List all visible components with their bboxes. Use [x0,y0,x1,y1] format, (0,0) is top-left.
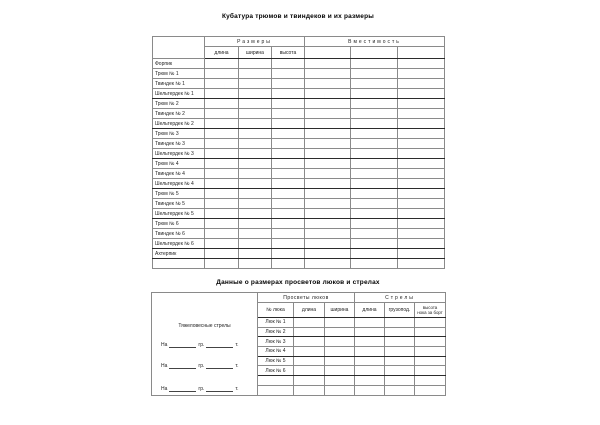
empty-cell [398,179,445,189]
empty-cell [415,376,446,386]
empty-cell [272,89,305,99]
empty-cell [272,179,305,189]
capacity-subcell [305,47,351,59]
empty-cell [355,385,385,395]
empty-cell [272,219,305,229]
empty-cell [355,347,385,357]
empty-cell [205,109,239,119]
empty-cell [385,337,415,347]
hatch-label [258,385,294,395]
empty-cell [272,79,305,89]
hatch-label: Люк № 4 [258,347,294,357]
empty-cell [415,318,446,328]
empty-cell [239,69,272,79]
empty-cell [415,356,446,366]
length-header: длина [205,47,239,59]
empty-cell [351,79,398,89]
empty-cell [351,229,398,239]
empty-cell [272,119,305,129]
empty-cell [398,259,445,269]
empty-cell [205,129,239,139]
table-row [153,209,445,219]
dimensions-group-header: Размеры [205,37,305,47]
empty-cell [351,209,398,219]
empty-cell [239,189,272,199]
empty-cell [205,209,239,219]
empty-cell [272,149,305,159]
hatches-derricks-table [151,292,446,396]
hatch-openings-group-header: Просветы люков [258,293,355,303]
empty-cell [294,347,325,357]
empty-cell [351,59,398,69]
empty-cell [239,229,272,239]
empty-cell [355,318,385,328]
empty-cell [294,366,325,376]
table-row [153,249,445,259]
fill-in-line: На гр. т. [161,363,239,369]
empty-cell [239,249,272,259]
empty-cell [398,189,445,199]
empty-cell [239,199,272,209]
empty-cell [351,119,398,129]
row-label: Твиндек № 4 [153,169,205,179]
empty-cell [351,89,398,99]
empty-cell [205,149,239,159]
hatch-length-header: длина [294,303,325,318]
empty-cell [305,179,351,189]
empty-cell [305,129,351,139]
empty-cell [239,99,272,109]
empty-cell [305,69,351,79]
empty-cell [351,159,398,169]
empty-cell [205,219,239,229]
empty-cell [325,318,355,328]
empty-cell [325,337,355,347]
table-row [153,139,445,149]
hatch-label: Люк № 6 [258,366,294,376]
fill-in-blank [169,342,196,348]
hatch-label [258,376,294,386]
empty-cell [205,79,239,89]
table-row [153,199,445,209]
empty-cell [355,356,385,366]
empty-cell [351,109,398,119]
empty-cell [325,327,355,337]
empty-cell [325,366,355,376]
empty-cell [351,69,398,79]
empty-cell [305,229,351,239]
table-row [153,99,445,109]
empty-cell [355,366,385,376]
empty-cell [272,189,305,199]
row-label: Трюм № 5 [153,189,205,199]
table-row [153,189,445,199]
hatch-label: Люк № 5 [258,356,294,366]
row-label: Ахтерпик [153,249,205,259]
empty-cell [385,347,415,357]
empty-cell [239,209,272,219]
empty-cell [398,119,445,129]
empty-cell [398,79,445,89]
row-label: Трюм № 2 [153,99,205,109]
empty-cell [305,79,351,89]
row-label: Твиндек № 2 [153,109,205,119]
empty-cell [415,327,446,337]
derrick-capacity-header: грузопод. [385,303,415,318]
empty-cell [305,59,351,69]
empty-cell [205,89,239,99]
empty-cell [351,249,398,259]
empty-cell [272,239,305,249]
empty-cell [355,337,385,347]
empty-cell [398,219,445,229]
table-row [153,219,445,229]
empty-cell [294,337,325,347]
empty-cell [398,209,445,219]
empty-cell [305,159,351,169]
empty-cell [239,89,272,99]
empty-cell [305,199,351,209]
empty-cell [272,249,305,259]
row-label: Шельтердек № 4 [153,179,205,189]
empty-cell [351,219,398,229]
empty-cell [239,129,272,139]
empty-cell [305,89,351,99]
empty-cell [305,219,351,229]
empty-cell [305,259,351,269]
fill-in-blank [169,386,196,392]
row-label: Форпик [153,59,205,69]
holds-cubature-table [152,36,445,269]
empty-cell [415,385,446,395]
empty-cell [398,129,445,139]
empty-cell [325,376,355,386]
fill-in-line: На гр. т. [161,342,239,348]
fill-in-blank [206,342,233,348]
empty-cell [305,169,351,179]
capacity-group-header: Вместимость [305,37,445,47]
table-row [153,59,445,69]
empty-cell [305,149,351,159]
row-label: Твиндек № 1 [153,79,205,89]
table-row [153,89,445,99]
empty-cell [205,249,239,259]
empty-cell [272,229,305,239]
empty-cell [398,69,445,79]
empty-cell [272,59,305,69]
empty-cell [305,109,351,119]
height-header: высота [272,47,305,59]
empty-cell [205,99,239,109]
empty-cell [351,139,398,149]
table-row [153,259,445,269]
empty-cell [239,219,272,229]
hatch-label: Люк № 3 [258,337,294,347]
empty-cell [294,327,325,337]
empty-cell [239,159,272,169]
empty-cell [398,239,445,249]
empty-cell [205,189,239,199]
empty-cell [351,99,398,109]
width-header: ширина [239,47,272,59]
empty-cell [239,169,272,179]
empty-cell [239,149,272,159]
empty-cell [415,347,446,357]
table-row [153,179,445,189]
empty-cell [398,99,445,109]
empty-cell [398,89,445,99]
capacity-subcell [351,47,398,59]
row-label: Трюм № 1 [153,69,205,79]
empty-cell [205,59,239,69]
hatch-no-header: № люка [258,303,294,318]
empty-cell [272,169,305,179]
table-row [153,119,445,129]
empty-cell [398,199,445,209]
empty-cell [305,119,351,129]
hatch-width-header: ширина [325,303,355,318]
empty-cell [351,179,398,189]
empty-cell [239,59,272,69]
table-row [153,109,445,119]
fill-in-line: На гр. т. [161,386,239,392]
empty-cell [205,179,239,189]
row-label [153,259,205,269]
row-label: Шельтердек № 6 [153,239,205,249]
derricks-stub-cell [152,293,258,396]
empty-cell [239,179,272,189]
empty-cell [239,259,272,269]
empty-cell [205,69,239,79]
empty-cell [272,99,305,109]
row-label: Твиндек № 6 [153,229,205,239]
empty-cell [351,129,398,139]
empty-cell [294,385,325,395]
empty-cell [415,366,446,376]
empty-cell [398,59,445,69]
holds-table-title: Кубатура трюмов и твиндеков и их размеры [221,13,375,20]
fill-in-blank [206,363,233,369]
empty-cell [239,79,272,89]
empty-cell [385,366,415,376]
empty-cell [239,239,272,249]
empty-cell [305,189,351,199]
empty-cell [272,109,305,119]
empty-cell [305,239,351,249]
row-label: Шельтердек № 1 [153,89,205,99]
empty-cell [398,109,445,119]
empty-cell [205,229,239,239]
fill-in-blank [169,363,196,369]
empty-cell [351,149,398,159]
empty-cell [415,337,446,347]
empty-cell [351,239,398,249]
empty-cell [398,249,445,259]
empty-cell [385,318,415,328]
empty-cell [294,356,325,366]
empty-cell [325,356,355,366]
empty-cell [305,99,351,109]
empty-cell [205,169,239,179]
derricks-group-header: Стрелы [355,293,446,303]
table-row [153,129,445,139]
stub-header-cell [153,37,205,59]
row-label: Трюм № 3 [153,129,205,139]
row-label: Шельтердек № 3 [153,149,205,159]
row-label: Твиндек № 3 [153,139,205,149]
empty-cell [205,239,239,249]
table-row [153,239,445,249]
empty-cell [398,229,445,239]
table-row [153,169,445,179]
empty-cell [272,129,305,139]
empty-cell [272,199,305,209]
fill-in-blank [206,386,233,392]
table-row [153,69,445,79]
empty-cell [351,189,398,199]
derrick-length-header: длина [355,303,385,318]
empty-cell [385,385,415,395]
empty-cell [398,159,445,169]
hatch-label: Люк № 1 [258,318,294,328]
table-row [153,159,445,169]
empty-cell [205,259,239,269]
empty-cell [272,209,305,219]
empty-cell [385,327,415,337]
empty-cell [305,209,351,219]
hatch-label: Люк № 2 [258,327,294,337]
empty-cell [294,376,325,386]
empty-cell [239,109,272,119]
hatches-table-title: Данные о размерах просветов люков и стрелах [216,279,380,286]
empty-cell [272,139,305,149]
empty-cell [398,169,445,179]
empty-cell [398,139,445,149]
empty-cell [205,119,239,129]
empty-cell [305,139,351,149]
empty-cell [305,249,351,259]
derrick-height-header: высота нока за борт [415,303,446,318]
empty-cell [205,199,239,209]
heavy-derricks-label: Тяжеловесные стрелы [178,323,231,329]
empty-cell [355,327,385,337]
row-label: Трюм № 6 [153,219,205,229]
table-row [153,79,445,89]
empty-cell [272,159,305,169]
empty-cell [385,356,415,366]
empty-cell [325,385,355,395]
empty-cell [351,259,398,269]
row-label: Шельтердек № 2 [153,119,205,129]
empty-cell [355,376,385,386]
table-row [153,149,445,159]
empty-cell [205,159,239,169]
row-label: Твиндек № 5 [153,199,205,209]
empty-cell [239,139,272,149]
empty-cell [272,69,305,79]
table-row [153,229,445,239]
empty-cell [385,376,415,386]
empty-cell [351,169,398,179]
empty-cell [239,119,272,129]
row-label: Трюм № 4 [153,159,205,169]
row-label: Шельтердек № 5 [153,209,205,219]
empty-cell [272,259,305,269]
empty-cell [205,139,239,149]
empty-cell [325,347,355,357]
empty-cell [351,199,398,209]
empty-cell [398,149,445,159]
capacity-subcell [398,47,445,59]
empty-cell [294,318,325,328]
